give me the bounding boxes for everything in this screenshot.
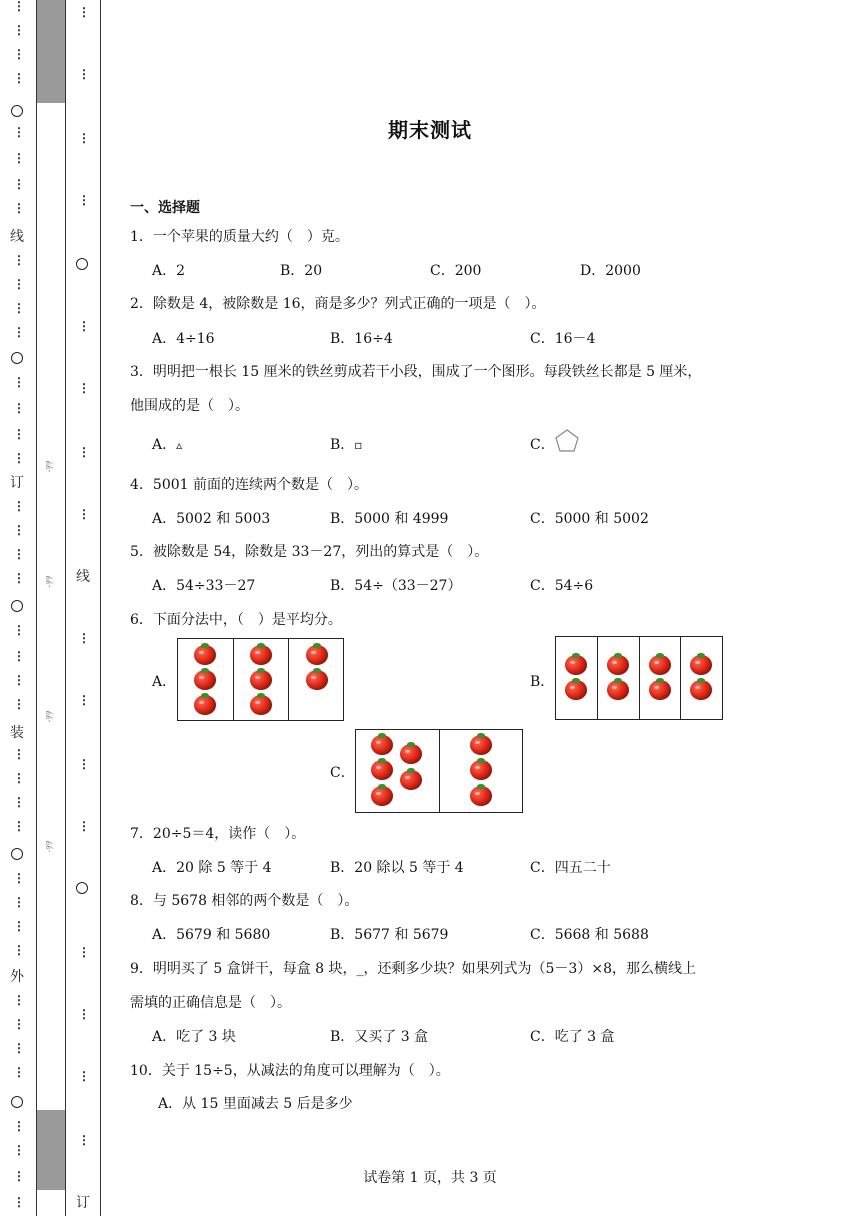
q6-option-b[interactable]: B． bbox=[530, 674, 555, 690]
tomato-icon bbox=[306, 645, 328, 665]
dots: ⋮ bbox=[13, 871, 25, 885]
tomato-icon bbox=[470, 760, 492, 780]
circle-mark bbox=[76, 882, 88, 894]
tomato-icon bbox=[690, 680, 712, 700]
dots: ⋮ bbox=[78, 445, 90, 459]
dots: ⋮ bbox=[78, 1007, 90, 1021]
dots: ⋮ bbox=[13, 547, 25, 561]
q2-option-a[interactable]: A．4÷16 bbox=[152, 331, 215, 347]
dots: ⋮ bbox=[13, 1169, 25, 1183]
inner-char-xian: 线 bbox=[76, 569, 90, 585]
q1-option-b[interactable]: B．20 bbox=[280, 263, 323, 279]
question-10-stem: 10．关于 15÷5，从减法的角度可以理解为（ ）。 bbox=[130, 1063, 450, 1079]
tomato-icon bbox=[470, 786, 492, 806]
dots: ⋮ bbox=[78, 507, 90, 521]
q7-option-b[interactable]: B．20 除以 5 等于 4 bbox=[330, 860, 464, 876]
section-heading: 一、选择题 bbox=[130, 200, 200, 216]
tomato-icon bbox=[194, 695, 216, 715]
page-title: 期末测试 bbox=[388, 118, 472, 142]
q3-option-c-label: C． bbox=[530, 437, 555, 453]
q3-option-b[interactable] bbox=[330, 434, 362, 454]
dots: ⋮ bbox=[13, 673, 25, 687]
dots: ⋮ bbox=[13, 943, 25, 957]
tomato-icon bbox=[306, 670, 328, 690]
circle-mark bbox=[11, 1096, 23, 1108]
dots: ⋮ bbox=[13, 177, 25, 191]
q9-option-a[interactable]: A．吃了 3 块 bbox=[152, 1029, 236, 1045]
dots: ⋮ bbox=[13, 1065, 25, 1079]
dots: ⋮ bbox=[13, 0, 25, 13]
info-band bbox=[36, 0, 66, 1216]
circle-mark bbox=[76, 258, 88, 270]
dots: ⋮ bbox=[13, 1017, 25, 1031]
dots: ⋮ bbox=[13, 993, 25, 1007]
q6-option-c[interactable]: C． bbox=[330, 765, 355, 781]
dots: ⋮ bbox=[13, 125, 25, 139]
square-icon: ▫ bbox=[354, 438, 363, 452]
question-7-stem: 7．20÷5＝4，读作（ ）。 bbox=[130, 826, 306, 842]
dots: ⋮ bbox=[13, 795, 25, 809]
q10-option-a[interactable]: A．从 15 里面减去 5 后是多少 bbox=[158, 1096, 353, 1112]
tomato-icon bbox=[607, 680, 629, 700]
dots: ⋮ bbox=[78, 319, 90, 333]
q6-figure-c bbox=[355, 729, 523, 813]
inner-margin-line bbox=[100, 0, 101, 1216]
dots: ⋮ bbox=[13, 523, 25, 537]
tomato-icon bbox=[194, 645, 216, 665]
dots: ⋮ bbox=[13, 1041, 25, 1055]
q3-option-a-label: A． bbox=[152, 437, 177, 453]
dots: ⋮ bbox=[13, 375, 25, 389]
band-faint-text: ·ｦｦ bbox=[45, 460, 56, 473]
pentagon-icon bbox=[554, 428, 580, 453]
dots: ⋮ bbox=[13, 1195, 25, 1209]
dots: ⋮ bbox=[13, 499, 25, 513]
dots: ⋮ bbox=[78, 1133, 90, 1147]
q8-option-b[interactable]: B．5677 和 5679 bbox=[330, 927, 449, 943]
dots: ⋮ bbox=[78, 193, 90, 207]
page-footer: 试卷第 1 页，共 3 页 bbox=[363, 1170, 497, 1186]
band-gray-top bbox=[37, 0, 65, 103]
tomato-icon bbox=[565, 680, 587, 700]
question-9-stem: 9．明明买了 5 盒饼干，每盒 8 块，_，还剩多少块？如果列式为（5－3）×8，那么横线上 bbox=[130, 961, 696, 977]
binding-char-xian: 线 bbox=[10, 229, 24, 245]
q2-option-b[interactable]: B．16÷4 bbox=[330, 331, 393, 347]
dots: ⋮ bbox=[13, 1143, 25, 1157]
tomato-icon bbox=[194, 670, 216, 690]
circle-mark bbox=[11, 352, 23, 364]
question-5-stem: 5．被除数是 54，除数是 33－27，列出的算式是（ ）。 bbox=[130, 544, 489, 560]
dots: ⋮ bbox=[13, 623, 25, 637]
dots: ⋮ bbox=[13, 697, 25, 711]
question-6-stem: 6．下面分法中，（ ）是平均分。 bbox=[130, 612, 342, 628]
band-faint-text: ·ｦｦ bbox=[45, 575, 56, 588]
q6-option-a[interactable]: A． bbox=[152, 674, 177, 690]
question-9-stem-line2: 需填的正确信息是（ ）。 bbox=[130, 995, 291, 1011]
divider bbox=[597, 637, 598, 719]
tomato-icon bbox=[565, 655, 587, 675]
binding-char-ding: 订 bbox=[10, 475, 24, 491]
q4-option-b[interactable]: B．5000 和 4999 bbox=[330, 511, 449, 527]
q6-figure-a bbox=[177, 638, 344, 721]
tomato-icon bbox=[371, 760, 393, 780]
q8-option-c[interactable]: C．5668 和 5688 bbox=[530, 927, 649, 943]
dots: ⋮ bbox=[78, 945, 90, 959]
dots: ⋮ bbox=[13, 919, 25, 933]
dots: ⋮ bbox=[78, 631, 90, 645]
q8-option-a[interactable]: A．5679 和 5680 bbox=[152, 927, 271, 943]
tomato-icon bbox=[649, 655, 671, 675]
q7-option-c[interactable]: C．四五二十 bbox=[530, 860, 611, 876]
q1-option-c[interactable]: C．200 bbox=[430, 263, 482, 279]
binding-margin bbox=[0, 0, 36, 1216]
dots: ⋮ bbox=[13, 277, 25, 291]
q3-option-b-label: B． bbox=[330, 437, 355, 453]
q3-option-a[interactable] bbox=[152, 434, 182, 454]
q9-option-c[interactable]: C．吃了 3 盒 bbox=[530, 1029, 615, 1045]
tomato-icon bbox=[400, 744, 422, 764]
binding-char-wai: 外 bbox=[10, 969, 24, 985]
triangle-icon: ▵ bbox=[176, 438, 183, 452]
dots: ⋮ bbox=[13, 71, 25, 85]
dots: ⋮ bbox=[13, 451, 25, 465]
q5-option-a[interactable]: A．54÷33－27 bbox=[152, 578, 256, 594]
question-3-stem: 3．明明把一根长 15 厘米的铁丝剪成若干小段，围成了一个图形。每段铁丝长都是 5 厘米， bbox=[130, 364, 702, 380]
dots: ⋮ bbox=[13, 325, 25, 339]
dots: ⋮ bbox=[78, 131, 90, 145]
divider bbox=[233, 639, 234, 720]
dots: ⋮ bbox=[13, 23, 25, 37]
dots: ⋮ bbox=[78, 5, 90, 19]
q4-option-a[interactable]: A．5002 和 5003 bbox=[152, 511, 271, 527]
circle-mark bbox=[11, 600, 23, 612]
divider bbox=[439, 730, 440, 812]
band-faint-text: ·ｦｦ bbox=[45, 840, 56, 853]
q4-option-c[interactable]: C．5000 和 5002 bbox=[530, 511, 649, 527]
q1-option-a[interactable]: A．2 bbox=[152, 263, 186, 279]
dots: ⋮ bbox=[78, 757, 90, 771]
tomato-icon bbox=[470, 735, 492, 755]
dots: ⋮ bbox=[13, 819, 25, 833]
question-1-stem: 1．一个苹果的质量大约（ ）克。 bbox=[130, 229, 349, 245]
dots: ⋮ bbox=[78, 693, 90, 707]
binding-char-zhuang: 装 bbox=[10, 725, 24, 741]
dots: ⋮ bbox=[13, 47, 25, 61]
dots: ⋮ bbox=[13, 201, 25, 215]
question-3-stem-line2: 他围成的是（ ）。 bbox=[130, 398, 249, 414]
divider bbox=[288, 639, 289, 720]
tomato-icon bbox=[250, 670, 272, 690]
tomato-icon bbox=[250, 645, 272, 665]
tomato-icon bbox=[371, 786, 393, 806]
question-2-stem: 2．除数是 4，被除数是 16，商是多少？列式正确的一项是（ ）。 bbox=[130, 296, 546, 312]
q5-option-b[interactable]: B．54÷（33－27） bbox=[330, 578, 462, 594]
dots: ⋮ bbox=[13, 253, 25, 267]
dots: ⋮ bbox=[13, 771, 25, 785]
inner-char-ding: 订 bbox=[76, 1195, 90, 1211]
q7-option-a[interactable]: A．20 除 5 等于 4 bbox=[152, 860, 272, 876]
dots: ⋮ bbox=[13, 649, 25, 663]
q1-option-d[interactable]: D．2000 bbox=[580, 263, 641, 279]
dots: ⋮ bbox=[13, 895, 25, 909]
dots: ⋮ bbox=[78, 67, 90, 81]
q5-option-c[interactable]: C．54÷6 bbox=[530, 578, 594, 594]
divider bbox=[639, 637, 640, 719]
dots: ⋮ bbox=[13, 571, 25, 585]
dots: ⋮ bbox=[13, 401, 25, 415]
tomato-icon bbox=[400, 770, 422, 790]
tomato-icon bbox=[649, 680, 671, 700]
q9-option-b[interactable]: B．又买了 3 盒 bbox=[330, 1029, 429, 1045]
dots: ⋮ bbox=[13, 151, 25, 165]
dots: ⋮ bbox=[78, 381, 90, 395]
dots: ⋮ bbox=[13, 1119, 25, 1133]
dots: ⋮ bbox=[78, 1069, 90, 1083]
tomato-icon bbox=[250, 695, 272, 715]
divider bbox=[680, 637, 681, 719]
question-8-stem: 8．与 5678 相邻的两个数是（ ）。 bbox=[130, 893, 359, 909]
tomato-icon bbox=[371, 735, 393, 755]
band-faint-text: ·ｦｦ bbox=[45, 710, 56, 723]
question-4-stem: 4．5001 前面的连续两个数是（ ）。 bbox=[130, 477, 368, 493]
tomato-icon bbox=[607, 655, 629, 675]
q6-figure-b bbox=[555, 636, 723, 720]
dots: ⋮ bbox=[78, 819, 90, 833]
circle-mark bbox=[11, 848, 23, 860]
dots: ⋮ bbox=[13, 427, 25, 441]
dots: ⋮ bbox=[13, 301, 25, 315]
tomato-icon bbox=[690, 655, 712, 675]
dots: ⋮ bbox=[13, 747, 25, 761]
q3-option-c[interactable] bbox=[530, 434, 555, 454]
q2-option-c[interactable]: C．16－4 bbox=[530, 331, 596, 347]
